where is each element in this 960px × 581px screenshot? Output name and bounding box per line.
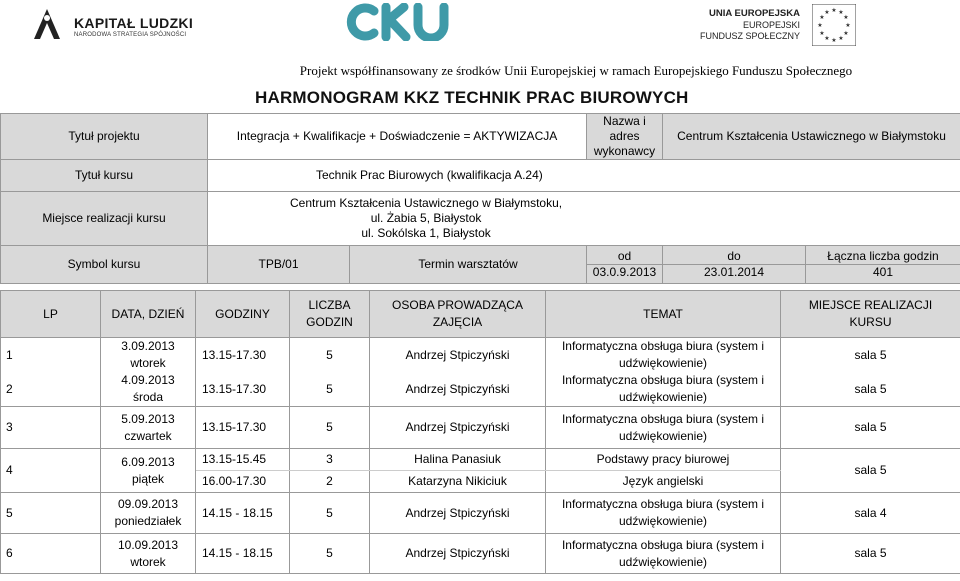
kapital-ludzki-logo xyxy=(30,5,200,45)
svg-text:★: ★ xyxy=(824,9,830,16)
ue-logo-line1: UNIA EUROPEJSKA xyxy=(709,8,800,19)
ue-logo-line3: FUNDUSZ SPOŁECZNY xyxy=(699,31,800,41)
header-person xyxy=(370,291,546,338)
row-topic xyxy=(546,338,781,373)
header-count xyxy=(290,291,370,338)
row-person: Andrzej Stpiczyński xyxy=(370,534,546,574)
place-value xyxy=(208,192,960,246)
header-place xyxy=(781,291,960,338)
row-lp: 5 xyxy=(1,493,101,534)
table-row xyxy=(1,534,960,574)
row-topic xyxy=(546,493,781,534)
row-person: Andrzej Stpiczyński xyxy=(370,407,546,449)
row-hours: 13.15-17.30 xyxy=(196,372,290,407)
place-line-3: ul. Sokólska 1, Białystok xyxy=(361,226,491,240)
row-date-value: 10.09.2013 xyxy=(117,537,179,552)
row-day: wtorek xyxy=(130,554,166,569)
row-topic-line1: Informatyczna obsługa biura (system i xyxy=(561,373,765,387)
row-hours: 13.15-17.30 xyxy=(196,338,290,373)
table-row xyxy=(1,338,960,373)
table-row xyxy=(1,449,960,471)
course-value: Technik Prac Biurowych (kwalifikacja A.24) xyxy=(208,160,960,192)
row-lp: 4 xyxy=(1,449,101,493)
session-count: 3 xyxy=(290,449,370,471)
session-count: 2 xyxy=(290,471,370,493)
to-value: 23.01.2014 xyxy=(663,265,805,281)
row-date-value: 09.09.2013 xyxy=(117,497,179,511)
svg-text:★: ★ xyxy=(843,14,849,21)
hours-value: 401 xyxy=(806,265,960,281)
row-count: 5 xyxy=(290,338,370,373)
svg-text:★: ★ xyxy=(831,7,837,14)
kapital-ludzki-emblem-icon xyxy=(30,5,64,43)
row-topic-line2: udźwiękowienie) xyxy=(618,554,708,569)
row-day: środa xyxy=(132,390,164,404)
contractor-value: Centrum Kształcenia Ustawicznego w Białymstoku xyxy=(663,114,960,160)
session-topic: Podstawy pracy biurowej xyxy=(546,449,781,471)
session-hours: 13.15-15.45 xyxy=(196,449,290,471)
svg-text:★: ★ xyxy=(845,22,851,29)
row-topic-line1: Informatyczna obsługa biura (system i xyxy=(561,339,765,353)
session-topic: Język angielski xyxy=(546,471,781,493)
row-date-value: 6.09.2013 xyxy=(121,454,175,469)
place-line-1: Centrum Kształcenia Ustawicznego w Białymstoku, xyxy=(290,196,563,210)
from-label: od xyxy=(617,249,632,263)
eu-flag-icon xyxy=(812,4,856,46)
row-day: piątek xyxy=(131,471,165,486)
row-topic xyxy=(546,372,781,407)
session-hours: 16.00-17.30 xyxy=(196,471,290,493)
row-date xyxy=(101,493,196,534)
row-lp: 2 xyxy=(1,372,101,407)
row-person: Andrzej Stpiczyński xyxy=(370,493,546,534)
header-date: DATA, DZIEŃ xyxy=(101,291,196,338)
row-topic xyxy=(546,534,781,574)
course-info-table xyxy=(0,113,960,284)
row-date xyxy=(101,372,196,407)
row-lp: 1 xyxy=(1,338,101,373)
header-place-line1: MIEJSCE REALIZACJI xyxy=(808,298,933,312)
ue-logo-line2: EUROPEJSKI xyxy=(742,20,800,30)
symbol-label: Symbol kursu xyxy=(1,246,208,284)
header-lp: LP xyxy=(1,291,101,338)
symbol-value: TPB/01 xyxy=(208,246,350,284)
row-topic-line2: udźwiękowienie) xyxy=(618,514,708,528)
cofinancing-note: Projekt współfinansowany ze środków Unii Europejskiej w ramach Europejskiego Funduszu Społecznego xyxy=(299,63,853,78)
header-topic: TEMAT xyxy=(546,291,781,338)
header-person-line1: OSOBA PROWADZĄCA xyxy=(392,298,523,312)
session-person: Katarzyna Nikiciuk xyxy=(370,471,546,493)
page-title: HARMONOGRAM KKZ TECHNIK PRAC BIUROWYCH xyxy=(255,88,689,107)
table-row xyxy=(1,493,960,534)
place-label: Miejsce realizacji kursu xyxy=(1,192,208,246)
row-date xyxy=(101,534,196,574)
ue-efs-logo xyxy=(640,6,800,44)
schedule-table xyxy=(0,290,960,574)
svg-text:★: ★ xyxy=(819,30,825,37)
row-place: sala 5 xyxy=(781,407,960,449)
row-place: sala 5 xyxy=(781,534,960,574)
session-person: Halina Panasiuk xyxy=(370,449,546,471)
svg-text:★: ★ xyxy=(819,14,825,21)
row-date-value: 5.09.2013 xyxy=(121,411,175,426)
row-place: sala 5 xyxy=(781,449,960,493)
total-hours xyxy=(806,246,960,284)
row-topic-line1: Informatyczna obsługa biura (system i xyxy=(561,537,765,552)
svg-text:★: ★ xyxy=(831,37,837,44)
row-date-value: 3.09.2013 xyxy=(121,339,175,353)
svg-text:★: ★ xyxy=(838,9,844,16)
row-day: czwartek xyxy=(124,428,172,443)
row-person: Andrzej Stpiczyński xyxy=(370,338,546,373)
place-line-2: ul. Żabia 5, Białystok xyxy=(370,211,482,225)
row-hours: 14.15 - 18.15 xyxy=(196,493,290,534)
header-person-line2: ZAJĘCIA xyxy=(432,315,483,329)
row-place: sala 4 xyxy=(781,493,960,534)
svg-text:★: ★ xyxy=(817,22,823,29)
row-count: 5 xyxy=(290,534,370,574)
row-person: Andrzej Stpiczyński xyxy=(370,372,546,407)
row-count: 5 xyxy=(290,493,370,534)
project-label: Tytuł projektu xyxy=(1,114,208,160)
row-date xyxy=(101,338,196,373)
row-date xyxy=(101,407,196,449)
row-topic-line2: udźwiękowienie) xyxy=(618,390,708,404)
row-topic xyxy=(546,407,781,449)
row-date xyxy=(101,449,196,493)
term-from xyxy=(587,246,663,284)
course-label: Tytuł kursu xyxy=(1,160,208,192)
table-row xyxy=(1,372,960,407)
kapital-ludzki-name: KAPITAŁ LUDZKI xyxy=(74,15,194,31)
row-date-value: 4.09.2013 xyxy=(121,373,175,387)
svg-text:★: ★ xyxy=(843,30,849,37)
hours-label: Łączna liczba godzin xyxy=(827,249,939,263)
row-hours: 14.15 - 18.15 xyxy=(196,534,290,574)
project-value: Integracja + Kwalifikacje + Doświadczenie = AKTYWIZACJA xyxy=(208,114,587,160)
row-place: sala 5 xyxy=(781,372,960,407)
term-to xyxy=(663,246,806,284)
header-place-line2: KURSU xyxy=(849,315,892,329)
row-count: 5 xyxy=(290,372,370,407)
svg-text:★: ★ xyxy=(824,35,830,42)
row-topic-line1: Informatyczna obsługa biura (system i xyxy=(561,411,765,426)
row-topic-line2: udźwiękowienie) xyxy=(618,428,708,443)
svg-text:★: ★ xyxy=(838,35,844,42)
contractor-label: Nazwa i adres wykonawcy xyxy=(587,114,663,160)
cku-logo xyxy=(344,3,454,41)
row-count: 5 xyxy=(290,407,370,449)
row-topic-line2: udźwiękowienie) xyxy=(618,356,708,370)
row-topic-line1: Informatyczna obsługa biura (system i xyxy=(561,497,765,511)
row-place: sala 5 xyxy=(781,338,960,373)
term-label: Termin warsztatów xyxy=(350,246,587,284)
header-count-line2: GODZIN xyxy=(306,315,353,329)
row-day: poniedziałek xyxy=(114,514,182,528)
header-count-line1: LICZBA xyxy=(308,298,351,312)
row-lp: 3 xyxy=(1,407,101,449)
row-day: wtorek xyxy=(130,356,166,370)
table-row xyxy=(1,407,960,449)
header-hours: GODZINY xyxy=(196,291,290,338)
to-label: do xyxy=(727,249,741,263)
from-value: 03.0.9.2013 xyxy=(587,265,662,281)
row-lp: 6 xyxy=(1,534,101,574)
kapital-ludzki-subtitle: NARODOWA STRATEGIA SPÓJNOŚCI xyxy=(74,32,187,38)
row-hours: 13.15-17.30 xyxy=(196,407,290,449)
